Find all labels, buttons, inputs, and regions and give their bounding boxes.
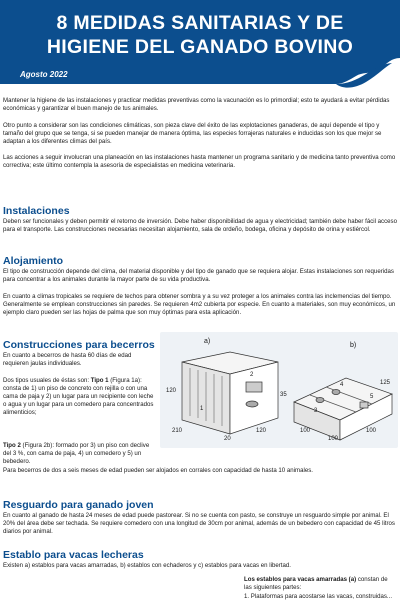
publication-date: Agosto 2022 — [20, 70, 68, 79]
part-number: 3 — [314, 408, 318, 414]
heading-becerros: Construcciones para becerros — [3, 339, 155, 351]
intro-paragraph-2: Otro punto a considerar son las condiciones climáticas, son pieza clave del éxito de las explotaciones ganaderas, de aquí depende el tipo y tamaño del grupo que se tenga, si se pueden manejar de manera óptima, las especies forrajeras naturales e inducidas son los que mejor se adaptan a los diferentes climas del país. — [3, 122, 382, 146]
becerros-p2-prefix: Dos tipos usuales de éstas son: — [3, 377, 91, 384]
establos-amarradas-text — [244, 576, 397, 592]
ganado-joven-text: En cuanto al ganado de hasta 24 meses de edad puede pastorear. Si no se cuenta con pasto, se construye un resguardo simple por animal. El 20% del área debe ser techada. Se requiere comedero con una longitud de 30cm por animal, además de un bebedero con capacidad de 45 litros diarios por animal. — [3, 512, 395, 536]
calf-pen-figure — [160, 332, 398, 448]
tipo-1-label: Tipo 1 — [90, 377, 109, 384]
alojamiento-paragraph-2: En cuanto a climas tropicales se requiere de techos para obtener sombra y a su vez proteger a los animales contra las inclemencias del tiempo. Generalmente se emplean construcciones sin paredes. Se requieren 4m2 cubierta por especie. En cuanto a materiales, son muy económicos, un ejemplo claro pueden ser las hojas de palma que son muy óptimas para esta aplicación. — [3, 293, 396, 317]
dim-label: 120 — [256, 428, 267, 434]
part-number: 5 — [370, 394, 374, 400]
heading-alojamiento: Alojamiento — [3, 255, 64, 267]
page-title-line-2: HIGIENE DEL GANADO BOVINO — [46, 36, 354, 58]
vacas-lecheras-text: Existen a) establos para vacas amarradas, b) establos con echaderos y c) establos para vacas en libertad. — [3, 562, 291, 569]
figure-b-label: b) — [350, 342, 357, 349]
dim-label: 125 — [380, 380, 391, 386]
part-number: 4 — [340, 382, 344, 388]
part-number: 1 — [200, 406, 204, 412]
instalaciones-text: Deben ser funcionales y deben permitir el retorno de inversión. Debe haber disponibilidad de agua y electricidad; también debe haber fácil acceso para el transporte. Las construcciones necesarias necesitan alojamiento, sala de ordeño, bodega, oficina y depósito de orina y estiércol. — [3, 218, 397, 234]
heading-instalaciones: Instalaciones — [3, 205, 70, 217]
figure-a-label: a) — [204, 338, 211, 345]
becerros-paragraph-4: Para becerros de dos a seis meses de edad pueden ser alojados en corrales con capacidad de hasta 10 animales. — [3, 467, 313, 474]
intro-paragraph-3: Las acciones a seguir involucran una planeación en las instalaciones hasta mantener un programa sanitario y de medicina tanto preventiva como correctiva; este último contempla la asesoría de especialistas en medicina veterinaria. — [3, 154, 396, 170]
becerros-paragraph-2 — [3, 377, 158, 417]
dim-label: 210 — [172, 428, 183, 434]
calf-pen-diagram — [160, 332, 398, 448]
tipo-2-label: Tipo 2 — [3, 442, 21, 449]
dim-label: 20 — [224, 436, 231, 442]
becerros-paragraph-1: En cuanto a becerros de hasta 60 días de edad requieren jaulas individuales. — [3, 352, 132, 368]
page-title-line-1: 8 MEDIDAS SANITARIAS Y DE — [56, 12, 344, 34]
dim-label: 100 — [328, 436, 339, 442]
dim-label: 35 — [280, 392, 287, 398]
establos-item-1: 1. Plataformas para acostarse las vacas, construidas... — [244, 593, 393, 600]
header-banner — [0, 0, 400, 92]
becerros-paragraph-3 — [3, 442, 158, 466]
becerros-p3-body: (Figura 2b): formado por 3) un piso con declive del 3 %, con cama de paja, 4) un comedero y 5) un bebedero. — [3, 442, 150, 466]
intro-paragraph-1: Mantener la higiene de las instalaciones y practicar medidas preventivas como la vacunación es lo primordial; esto te ayudará a evitar pérdidas económicas y garantizar el buen manejo de tus animales. — [3, 97, 390, 113]
heading-ganado-joven: Resguardo para ganado joven — [3, 499, 154, 511]
becerros-p2-body: (Figura 1a): consta de 1) un piso de concreto con rejilla o con una cama de paja y 2) un lugar para un recipiente con leche o agua y un lugar para un comedero para concentrados alimenticios; — [3, 377, 154, 417]
establos-amarradas-rest: constan de las siguientes partes: — [244, 576, 388, 592]
heading-vacas-lecheras: Establo para vacas lecheras — [3, 549, 144, 561]
dim-label: 120 — [166, 388, 177, 394]
part-number: 2 — [250, 372, 254, 378]
establos-amarradas-label: Los establos para vacas amarradas (a) — [244, 576, 357, 583]
dim-label: 100 — [366, 428, 377, 434]
alojamiento-paragraph-1: El tipo de construcción depende del clima, del material disponible y del tipo de ganado que se requiera alojar. Estas instalaciones son requeridas para concentrar a los animales durante la mayor parte de su vida productiva. — [3, 268, 394, 284]
dim-label: 100 — [300, 428, 311, 434]
